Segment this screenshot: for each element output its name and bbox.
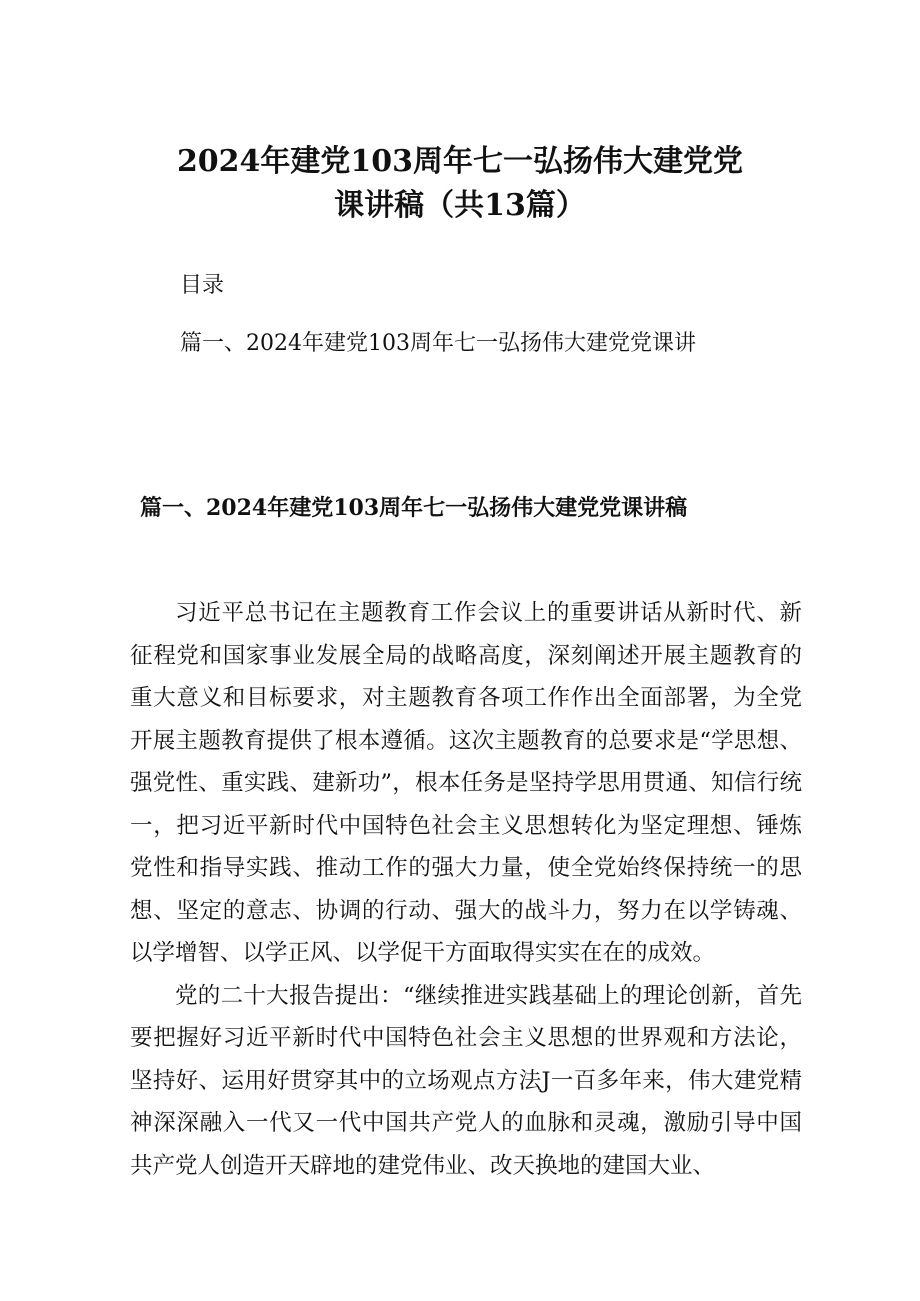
title-line-1: 2024年建党103周年七一弘扬伟大建党党 xyxy=(176,144,744,179)
toc-label: 目录 xyxy=(180,273,225,298)
paragraph: 习近平总书记在主题教育工作会议上的重要讲话从新时代、新征程党和国家事业发展全局的战略高度，深刻阐述开展主题教育的重大意义和目标要求，对主题教育各项工作作出全面部署，为全党开展主题教育提供了根本遵循。这次主题教育的总要求是“学思想、强党性、重实践、建新功”，根本任务是坚持学思用贯通、知信行统一，把习近平新时代中国特色社会主义思想转化为坚定理想、锤炼党性和指导实践、推动工作的强大力量，使全党始终保持统一的思想、坚定的意志、协调的行动、强大的战斗力，努力在以学铸魂、以学增智、以学正风、以学促干方面取得实实在在的成效。 xyxy=(130,600,802,966)
body-text xyxy=(130,592,802,1187)
section-heading: 篇一、2024年建党103周年七一弘扬伟大建党党课讲稿 xyxy=(140,495,688,521)
title-line-2: 课讲稿（共13篇） xyxy=(334,188,586,223)
toc-item[interactable]: 篇一、2024年建党103周年七一弘扬伟大建党党课讲 xyxy=(180,331,696,356)
document-title xyxy=(120,140,800,228)
paragraph: 党的二十大报告提出：“继续推进实践基础上的理论创新，首先要把握好习近平新时代中国特色社会主义思想的世界观和方法论，坚持好、运用好贯穿其中的立场观点方法J一百多年来，伟大建党精神深深融入一代又一代中国共产党人的血脉和灵魂，激励引导中国共产党人创造开天辟地的建党伟业、改天换地的建国大业、 xyxy=(130,982,802,1179)
